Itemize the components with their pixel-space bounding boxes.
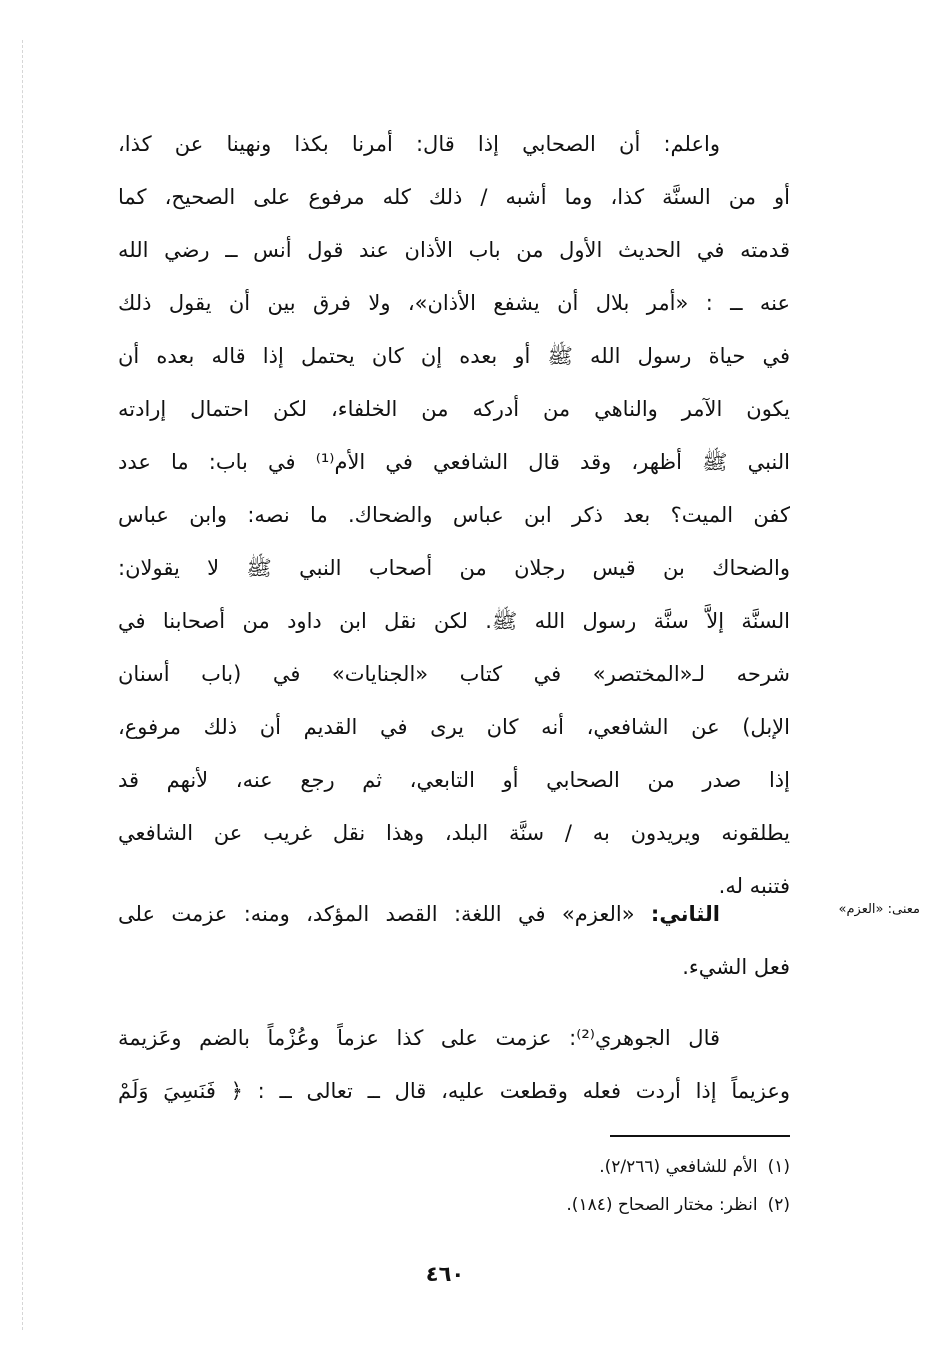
text-line: إذا صدر من الصحابي أو التابعي، ثم رجع عنه، لأنهم قد bbox=[118, 768, 790, 792]
text-line: السنَّة إلاَّ سنَّة رسول الله ﷺ. لكن نقل ابن داود من أصحابنا في bbox=[118, 609, 790, 633]
text-line-content: «العزم» في اللغة: القصد المؤكد، ومنه: عزمت على bbox=[118, 902, 635, 926]
footnote bbox=[300, 1148, 790, 1186]
footnote-divider bbox=[610, 1135, 790, 1137]
margin-note: معنى: «العزم» bbox=[838, 902, 920, 917]
text-line: يطلقونه ويريدون به / سنَّة البلد، وهذا نقل غريب عن الشافعي bbox=[118, 821, 790, 845]
text-line: في حياة رسول الله ﷺ أو بعده إن كان يحتمل إذا قاله بعده أن bbox=[118, 344, 790, 368]
footnote bbox=[300, 1186, 790, 1224]
text-line: واعلم: أن الصحابي إذا قال: أمرنا بكذا ونهينا عن كذا، bbox=[118, 132, 720, 156]
paragraph-2 bbox=[118, 888, 790, 994]
page-number: ٤٦٠ bbox=[425, 1262, 465, 1286]
text-line: الإبل) عن الشافعي، أنه كان يرى في القديم أن ذلك مرفوع، bbox=[118, 715, 790, 739]
paragraph-3 bbox=[118, 1012, 790, 1118]
text-line: وعزيماً إذا أردت فعله وقطعت عليه، قال ــ تعالى ــ : ﴿ فَنَسِيَ وَلَمْ bbox=[118, 1079, 790, 1103]
footnote-number: (٢) bbox=[767, 1195, 790, 1215]
scan-edge-line bbox=[22, 40, 23, 1330]
footnotes bbox=[300, 1148, 790, 1224]
text-line: يكون الآمر والناهي من أدركه من الخلفاء، لكن احتمال إرادته bbox=[118, 397, 790, 421]
text-line: أو من السنَّة كذا، وما أشبه / ذلك كله مرفوع على الصحيح، كما bbox=[118, 185, 790, 209]
footnote-text: انظر: مختار الصحاح (١٨٤). bbox=[566, 1195, 758, 1215]
text-line: شرحه لـ«المختصر» في كتاب «الجنايات» في (باب أسنان bbox=[118, 662, 790, 686]
footnote-text: الأم للشافعي (٢/٢٦٦). bbox=[599, 1157, 758, 1177]
text-line: النبي ﷺ أظهر، وقد قال الشافعي في الأم⁽¹⁾ في باب: ما عدد bbox=[118, 450, 790, 474]
text-line: قدمته في الحديث الأول من باب الأذان عند قول أنس ــ رضي الله bbox=[118, 238, 790, 262]
text-line: فعل الشيء. bbox=[682, 955, 790, 979]
text-line: فتنبه له. bbox=[718, 874, 790, 898]
text-line: عنه ــ : «أمر بلال أن يشفع الأذان»، ولا فرق بين أن يقول ذلك bbox=[118, 291, 790, 315]
footnote-number: (١) bbox=[767, 1157, 790, 1177]
text-line: والضحاك بن قيس رجلان من أصحاب النبي ﷺ لا يقولان: bbox=[118, 556, 790, 580]
text-line: كفن الميت؟ بعد ذكر ابن عباس والضحاك. ما نصه: وابن عباس bbox=[118, 503, 790, 527]
text-line: قال الجوهري⁽²⁾: عزمت على كذا عزماً وعُزْماً بالضم وعَزيمة bbox=[118, 1026, 720, 1050]
paragraph-1 bbox=[118, 118, 790, 913]
section-lead: الثاني: bbox=[650, 902, 720, 926]
text-line bbox=[118, 888, 790, 941]
